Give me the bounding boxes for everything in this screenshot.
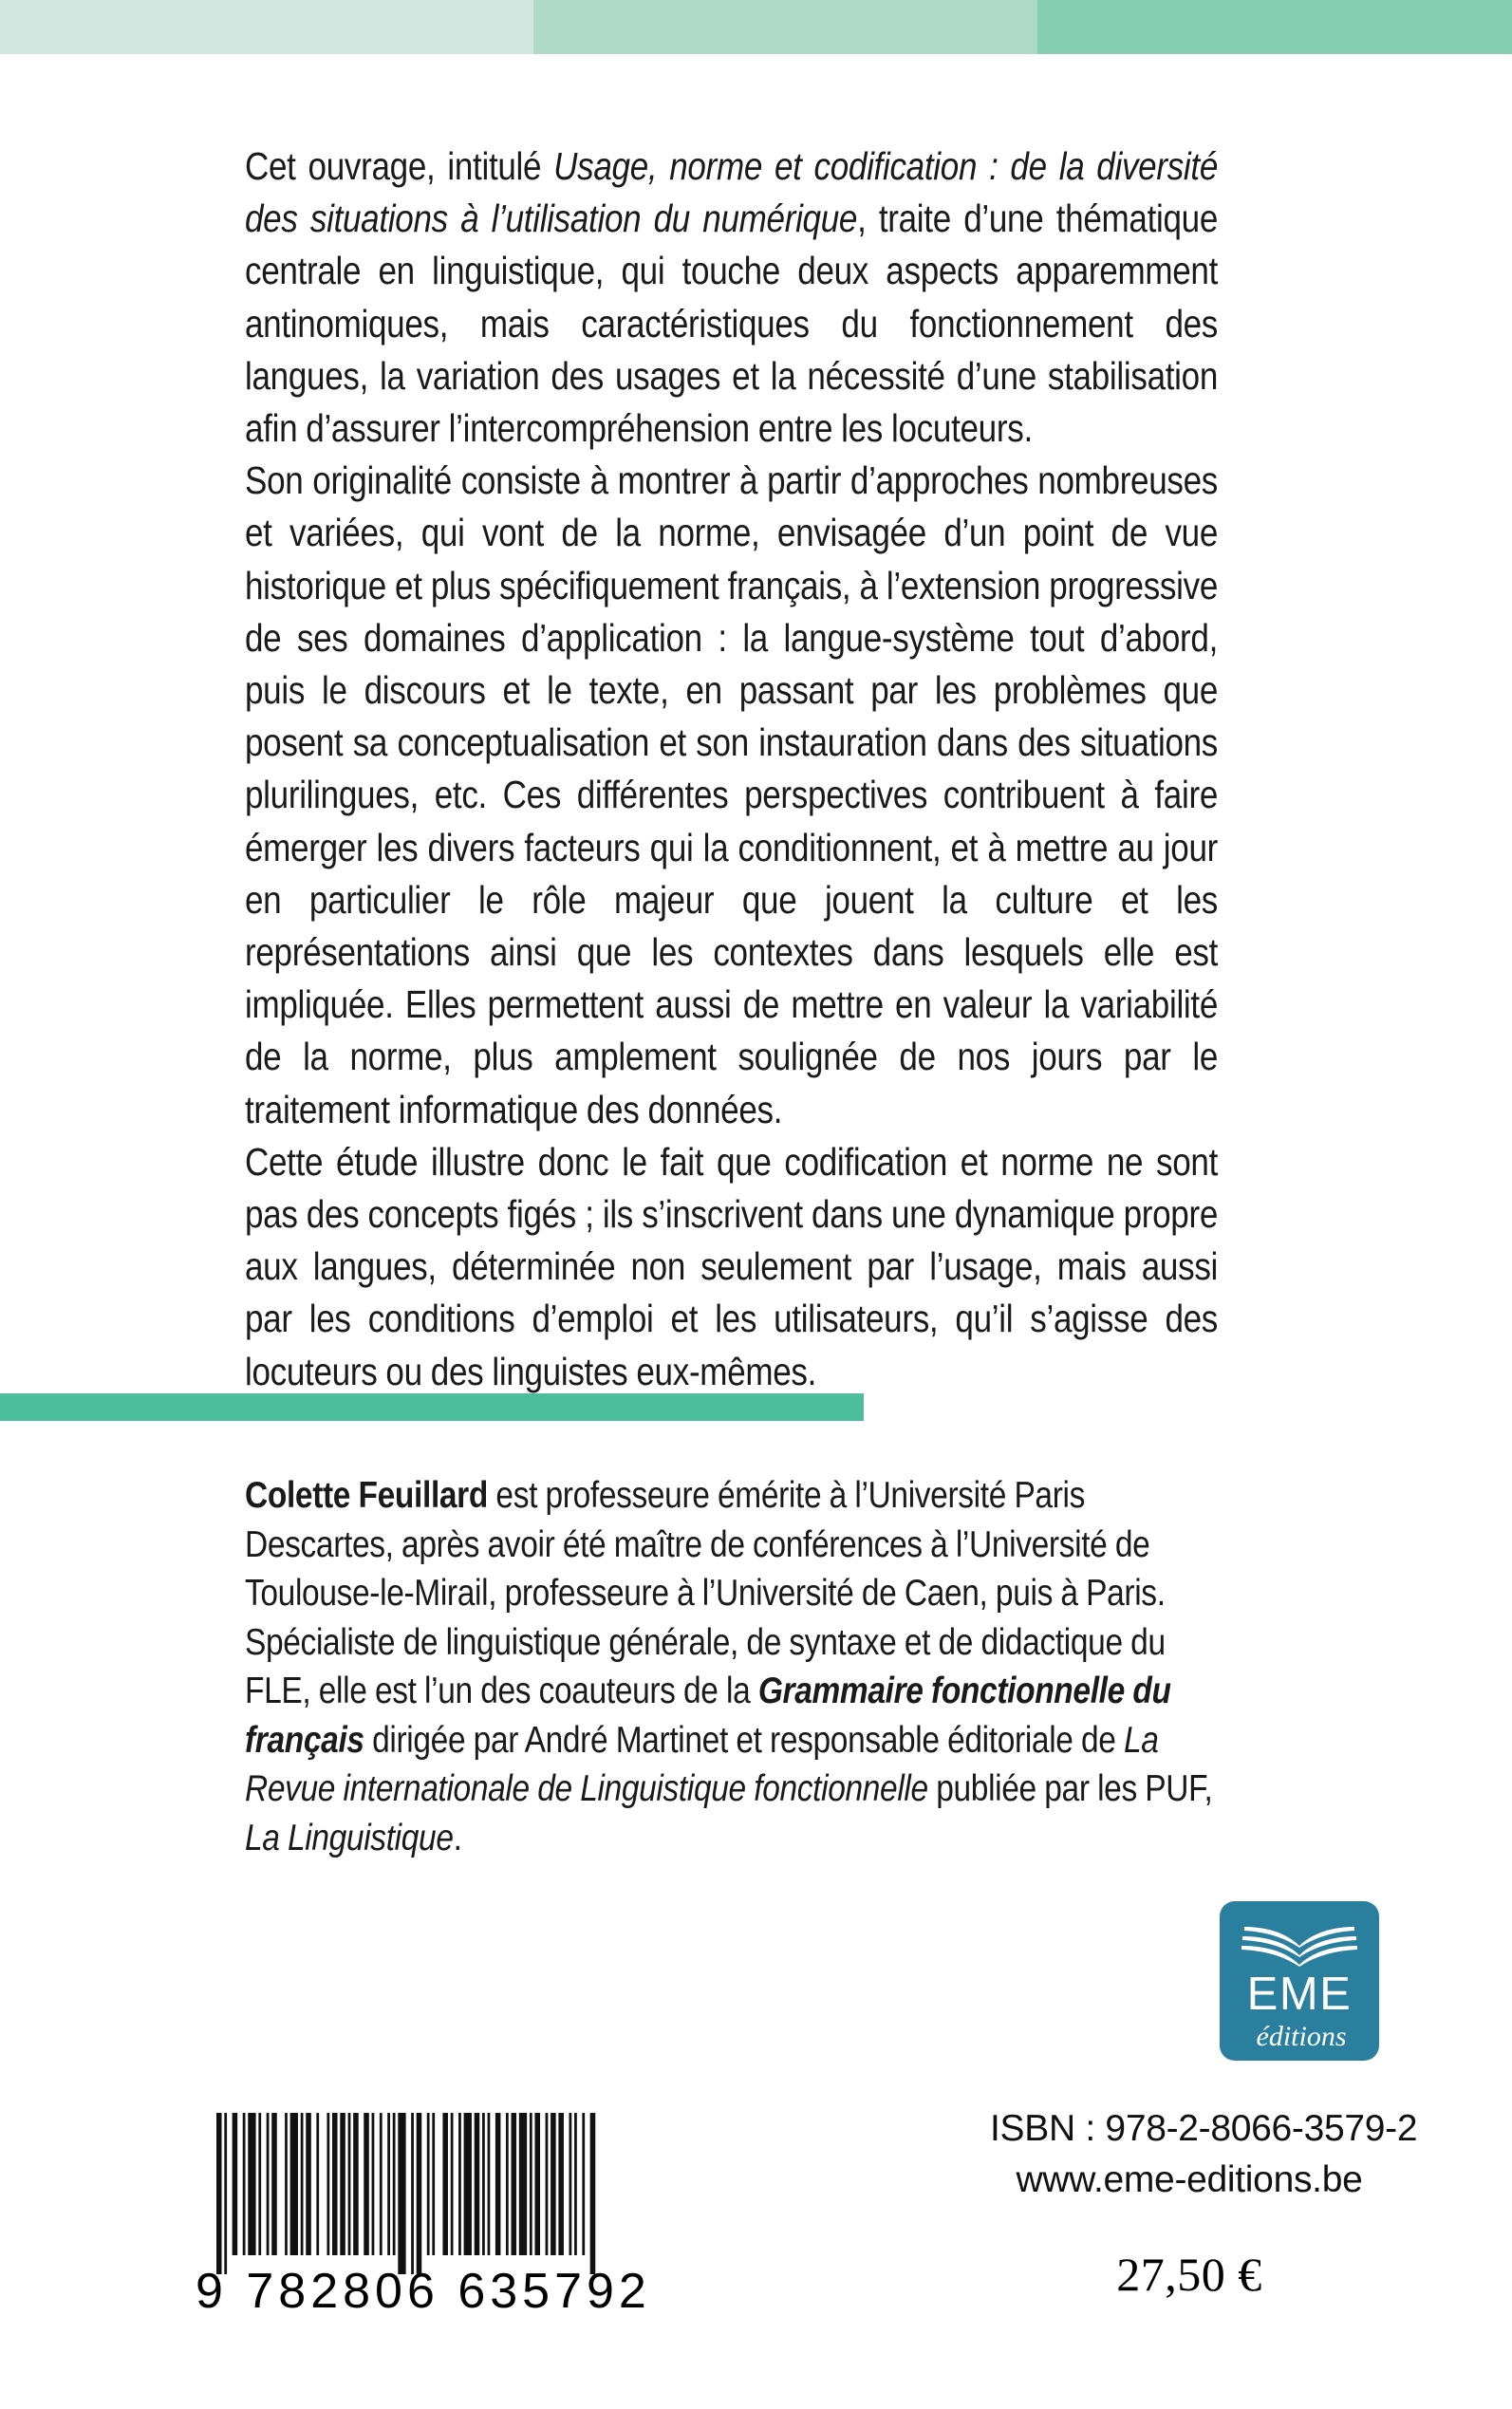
green-divider-bar [0,1393,864,1421]
work-title-revue: La Revue internationale de Linguistique fonctionnelle [245,1719,1159,1809]
author-bio-part-1: est professeure émérite à l’Université Paris Descartes, après avoir été maître de conférences à l’Université de Toulouse-le-Mirail, professeure à l’Université de Caen, puis à Paris. Spécialiste de linguistique générale, de syntaxe et de didactique du FLE, elle est l’un des coauteurs de la [245,1475,1166,1711]
work-title-grammaire: Grammaire fonctionnelle du français [245,1671,1171,1761]
book-description [245,140,1218,1398]
blurb-paragraph-3: Cette étude illustre donc le fait que codification et norme ne sont pas des concepts figés ; ils s’inscrivent dans une dynamique propre aux langues, déterminée non seulement par l’usage, mais aussi par les conditions d’emploi et les utilisateurs, qu’il s’agisse des locuteurs ou des linguistes eux-mêmes. [245,1139,1219,1393]
isbn-number: ISBN : 978-2-8066-3579-2 [990,2108,1418,2149]
top-band-medium [533,0,1037,54]
logo-wordmark-text: EME [1246,1969,1353,2020]
logo-script-text: éditions [1256,2021,1347,2052]
blurb-paragraph-1 [245,140,1218,455]
author-bio-part-2: dirigée par André Martinet et responsable éditoriale de [364,1719,1125,1761]
book-title-italic: Usage, norme et codification : de la diversité des situations à l’utilisation du numérique [245,144,1219,241]
author-biography [245,1471,1218,1862]
blurb-p1-lead: Cet ouvrage, intitulé [245,144,554,188]
top-band-light [0,0,533,54]
eme-editions-logo-icon [1220,1901,1379,2061]
top-color-bands [0,0,1512,54]
author-bio-part-3: publiée par les PUF, [927,1768,1213,1809]
isbn-barcode [196,2113,651,2322]
publisher-website[interactable]: www.eme-editions.be [1016,2159,1363,2200]
price-label: 27,50 € [1116,2248,1262,2301]
work-title-linguistique: La Linguistique [245,1817,454,1858]
blurb-paragraph-2: Son originalité consiste à montrer à partir d’approches nombreuses et variées, qui vont de la norme, envisagée d’un point de vue historique et plus spécifiquement français, à l’extension progressive de ses domaines d’application : la langue-système tout d’abord, puis le discours et le texte, en passant par les problèmes que posent sa conceptualisation et son instauration dans des situations plurilingues, etc. Ces différentes perspectives contribuent à faire émerger les divers facteurs qui la conditionnent, et à mettre au jour en particulier le rôle majeur que jouent la culture et les représentations ainsi que les contextes dans lesquels elle est impliquée. Elles permettent aussi de mettre en valeur la variabilité de la norme, plus amplement soulignée de nos jours par le traitement informatique des données. [245,458,1219,1131]
barcode-bars [216,2113,598,2274]
author-bio-part-4: . [453,1817,462,1858]
top-band-dark [1037,0,1512,54]
author-bio-text [245,1471,1218,1862]
isbn-info-block [990,2103,1418,2206]
barcode-digits: 9 782806 635792 [196,2264,651,2319]
publisher-logo [1220,1901,1379,2061]
author-name: Colette Feuillard [245,1475,488,1516]
blurb-p1-tail: , traite d’une thématique centrale en linguistique, qui touche deux aspects apparemment antinomiques, mais caractéristiques du fonctionnement des langues, la variation des usages et la nécessité d’une stabilisation afin d’assurer l’intercompréhension entre les locuteurs. [245,196,1219,451]
